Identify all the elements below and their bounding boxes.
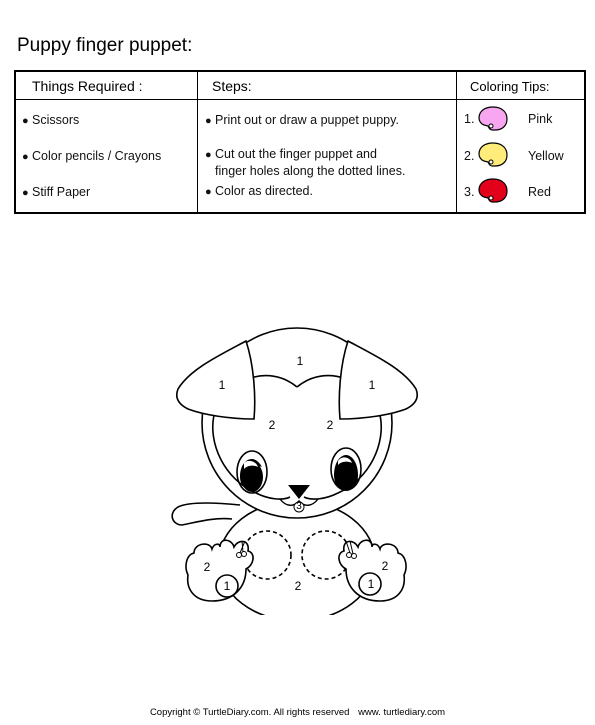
label-ear-right: 1 — [368, 378, 376, 392]
copyright-text: Copyright © TurtleDiary.com. All rights reserved — [149, 707, 350, 718]
tip-color-name: Pink — [528, 112, 553, 126]
thing-text: Color pencils / Crayons — [32, 149, 162, 163]
step-item — [205, 146, 405, 179]
step-item — [205, 112, 399, 129]
label-paw-left-inner: 1 — [223, 579, 231, 593]
step-text: finger holes along the dotted lines. — [215, 164, 406, 178]
bullet-icon: ● — [22, 115, 29, 127]
thing-text: Scissors — [32, 113, 80, 127]
label-head-top: 1 — [296, 354, 304, 368]
list-item — [22, 148, 161, 165]
header-coloring-tips: Coloring Tips: — [470, 79, 550, 94]
red-swatch-icon — [478, 178, 508, 204]
website-link[interactable]: www. turtlediary.com — [358, 707, 446, 718]
label-paw-left: 2 — [203, 560, 211, 574]
step-text: Color as directed. — [215, 184, 313, 198]
label-ear-left: 1 — [218, 378, 226, 392]
right-ear-outline — [339, 341, 417, 419]
table-header-divider — [16, 99, 584, 100]
list-item — [22, 184, 90, 201]
label-face-right: 2 — [326, 418, 334, 432]
thing-text: Stiff Paper — [32, 185, 91, 199]
bullet-icon: ● — [22, 187, 29, 199]
page-title: Puppy finger puppet: — [17, 35, 193, 56]
label-face-left: 2 — [268, 418, 276, 432]
label-paw-right: 2 — [381, 559, 389, 573]
header-things-required: Things Required : — [32, 78, 143, 94]
list-item — [22, 112, 79, 129]
bullet-icon: ● — [205, 115, 212, 127]
left-ear-outline — [177, 341, 255, 419]
tip-color-name: Red — [528, 185, 551, 199]
tip-number: 2. — [464, 149, 475, 163]
instructions-table — [14, 70, 586, 214]
label-body: 2 — [294, 579, 302, 593]
pink-swatch-icon — [478, 106, 508, 132]
label-nose: 3 — [296, 501, 302, 512]
header-steps: Steps: — [212, 78, 252, 94]
tip-number: 1. — [464, 112, 475, 126]
step-text: Cut out the finger puppet and — [215, 147, 377, 161]
table-divider — [456, 72, 457, 212]
bullet-icon: ● — [22, 151, 29, 163]
puppy-coloring-outline — [160, 325, 430, 615]
tip-color-name: Yellow — [528, 149, 564, 163]
step-text: Print out or draw a puppet puppy. — [215, 113, 399, 127]
yellow-swatch-icon — [478, 142, 508, 168]
tip-number: 3. — [464, 185, 475, 199]
table-divider — [197, 72, 198, 212]
step-item — [205, 183, 313, 200]
bullet-icon: ● — [205, 149, 212, 161]
label-paw-right-inner: 1 — [367, 577, 375, 591]
tail-outline — [172, 503, 240, 525]
bullet-icon: ● — [205, 186, 212, 198]
footer — [0, 707, 595, 718]
